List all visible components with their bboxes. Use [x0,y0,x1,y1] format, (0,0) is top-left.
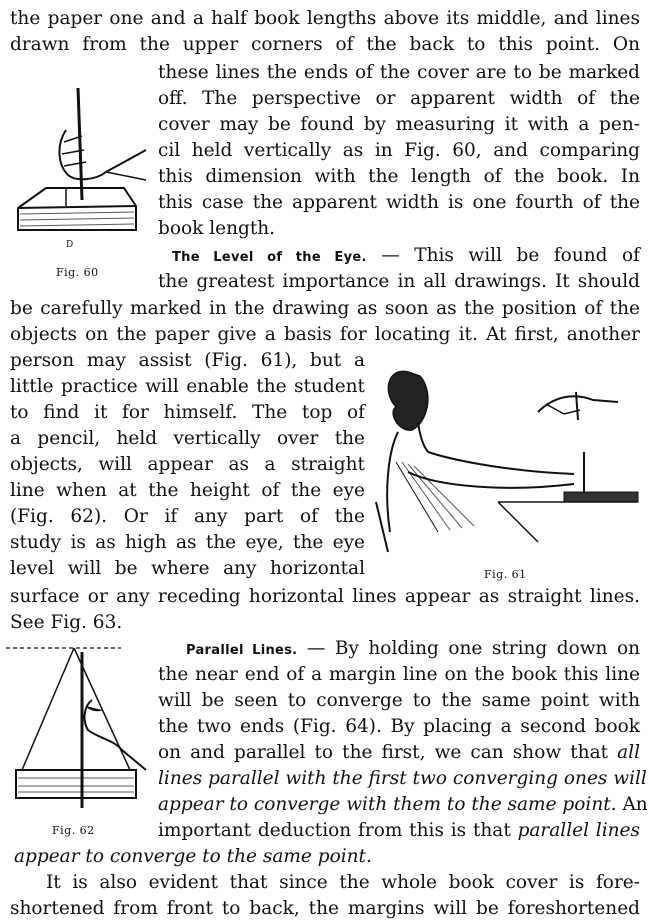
text-line [158,766,647,792]
text-line [158,792,648,818]
text-segment: An [616,794,648,815]
text-line: objects on the paper give a basis for locating it. At first, another [10,324,640,345]
text-line: the near end of a margin line on the book this line [158,664,640,685]
text-line: these lines the ends of the cover are to be marked [158,62,640,83]
fig-62-illustration [6,640,156,815]
text-line: cover may be found by measuring it with a pen- [158,114,640,135]
text-line: a pencil, held vertically over the [10,428,365,449]
italic-segment: all [617,742,640,763]
text-line: this case the apparent width is one fourth of the [158,192,640,213]
italic-segment: appear to converge with them to the same point. [158,794,617,815]
section-heading-line [186,636,640,664]
italic-segment: lines parallel with the first two converging ones will [158,768,647,789]
text-line: shortened from front to back, the margins will be foreshortened [10,898,640,919]
text-line: surface or any receding horizontal lines appear as straight lines. [10,586,640,607]
text-segment: important deduction from this is that [158,820,518,841]
fig-61-illustration [368,352,644,567]
fig-61-caption: Fig. 61 [484,568,527,581]
italic-segment: appear to converge to the same point. [14,846,372,867]
text-line: be carefully marked in the drawing as soon as the position of the [10,298,640,319]
fig-60-caption: Fig. 60 [56,266,99,279]
parallel-lines-heading: Parallel Lines. [186,643,298,658]
text-line: will be seen to converge to the same point with [158,690,640,711]
text-line: — By holding one string down on [297,638,640,659]
fig-60-illustration [6,80,156,245]
text-line: the paper one and a half book lengths above its middle, and lines [10,8,640,29]
text-line: little practice will enable the student [10,376,365,397]
text-line: — This will be found of [366,245,640,266]
text-line: It is also evident that since the whole book cover is fore- [46,872,640,893]
text-line: objects, will appear as a straight [10,454,365,475]
italic-segment: parallel lines [517,820,640,841]
text-line: cil held vertically as in Fig. 60, and comparing [158,140,640,161]
text-line: (Fig. 62). Or if any part of the [10,506,365,527]
text-line [158,818,640,844]
text-line: the two ends (Fig. 64). By placing a second book [158,716,640,737]
text-line: to find it for himself. The top of [10,402,365,423]
text-line: book length. [158,218,276,239]
text-line: line when at the height of the eye [10,480,365,501]
text-segment: on and parallel to the first, we can show that [158,742,618,763]
text-line: off. The perspective or apparent width of the [158,88,640,109]
text-line: level will be where any horizontal [10,558,365,579]
text-line: study is as high as the eye, the eye [10,532,365,553]
text-line: drawn from the upper corners of the back to this point. On [10,34,640,55]
text-line: See Fig. 63. [10,612,123,633]
text-line: person may assist (Fig. 61), but a [10,350,365,371]
section-heading-line [172,243,640,271]
text-line: this dimension with the length of the book. In [158,166,640,187]
level-of-eye-heading: The Level of the Eye. [172,250,367,265]
fig-62-caption: Fig. 62 [52,824,95,837]
text-line: the greatest importance in all drawings. It should [158,271,640,292]
fig-60-label-d: D [66,240,74,250]
text-line [158,740,640,766]
text-line [14,844,644,870]
